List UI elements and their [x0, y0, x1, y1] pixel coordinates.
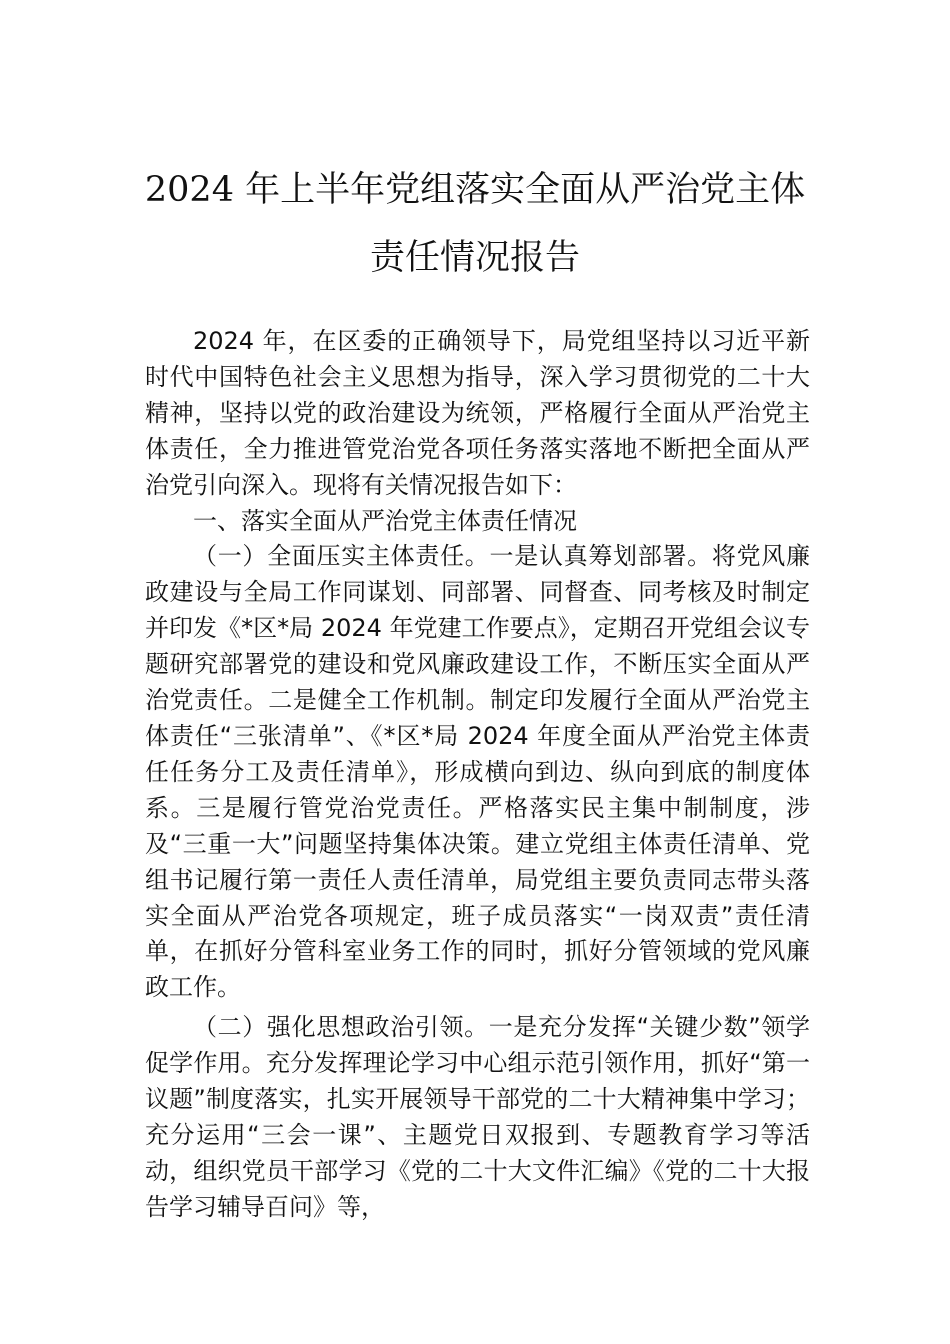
section-heading: 一、落实全面从严治党主体责任情况	[193, 506, 577, 535]
intro-paragraph: 2024 年，在区委的正确领导下，局党组坚持以习近平新时代中国特色社会主义思想为指导，深入学习贯彻党的二十大精神，坚持以党的政治建设为统领，严格履行全面从严治党主体责任，全力推进管党治党各项任务落实落地不断把全面从严治党引向深入。现将有关情况报告如下：	[145, 327, 810, 499]
document-title-line-2: 责任情况报告	[369, 238, 580, 278]
document-title-line-1: 2024 年上半年党组落实全面从严治党主体	[144, 170, 806, 210]
document-body	[145, 324, 810, 1226]
subsection-paragraph-1: （一）全面压实主体责任。一是认真筹划部署。将党风廉政建设与全局工作同谋划、同部署、同督查、同考核及时制定并印发《*区*局 2024 年党建工作要点》，定期召开党组会议专题研究部署党的建设和党风廉政建设工作，不断压实全面从严治党责任。二是健全工作机制。制定印发履行全面从严治党主体责任“三张清单”、《*区*局 2024 年度全面从严治党主体责任任务分工及责任清单》，形成横向到边、纵向到底的制度体系。三是履行管党治党责任。严格落实民主集中制制度，涉及“三重一大”问题坚持集体决策。建立党组主体责任清单、党组书记履行第一责任人责任清单，局党组主要负责同志带头落实全面从严治党各项规定，班子成员落实“一岗双责”责任清单，在抓好分管科室业务工作的同时，抓好分管领域的党风廉政工作。	[145, 542, 810, 1002]
subsection-paragraph-2: （二）强化思想政治引领。一是充分发挥“关键少数”领学促学作用。充分发挥理论学习中心组示范引领作用，抓好“第一议题”制度落实，扎实开展领导干部党的二十大精神集中学习；充分运用“三会一课”、主题党日双报到、专题教育学习等活动，组织党员干部学习《党的二十大文件汇编》《党的二十大报告学习辅导百问》等，	[145, 1013, 810, 1221]
